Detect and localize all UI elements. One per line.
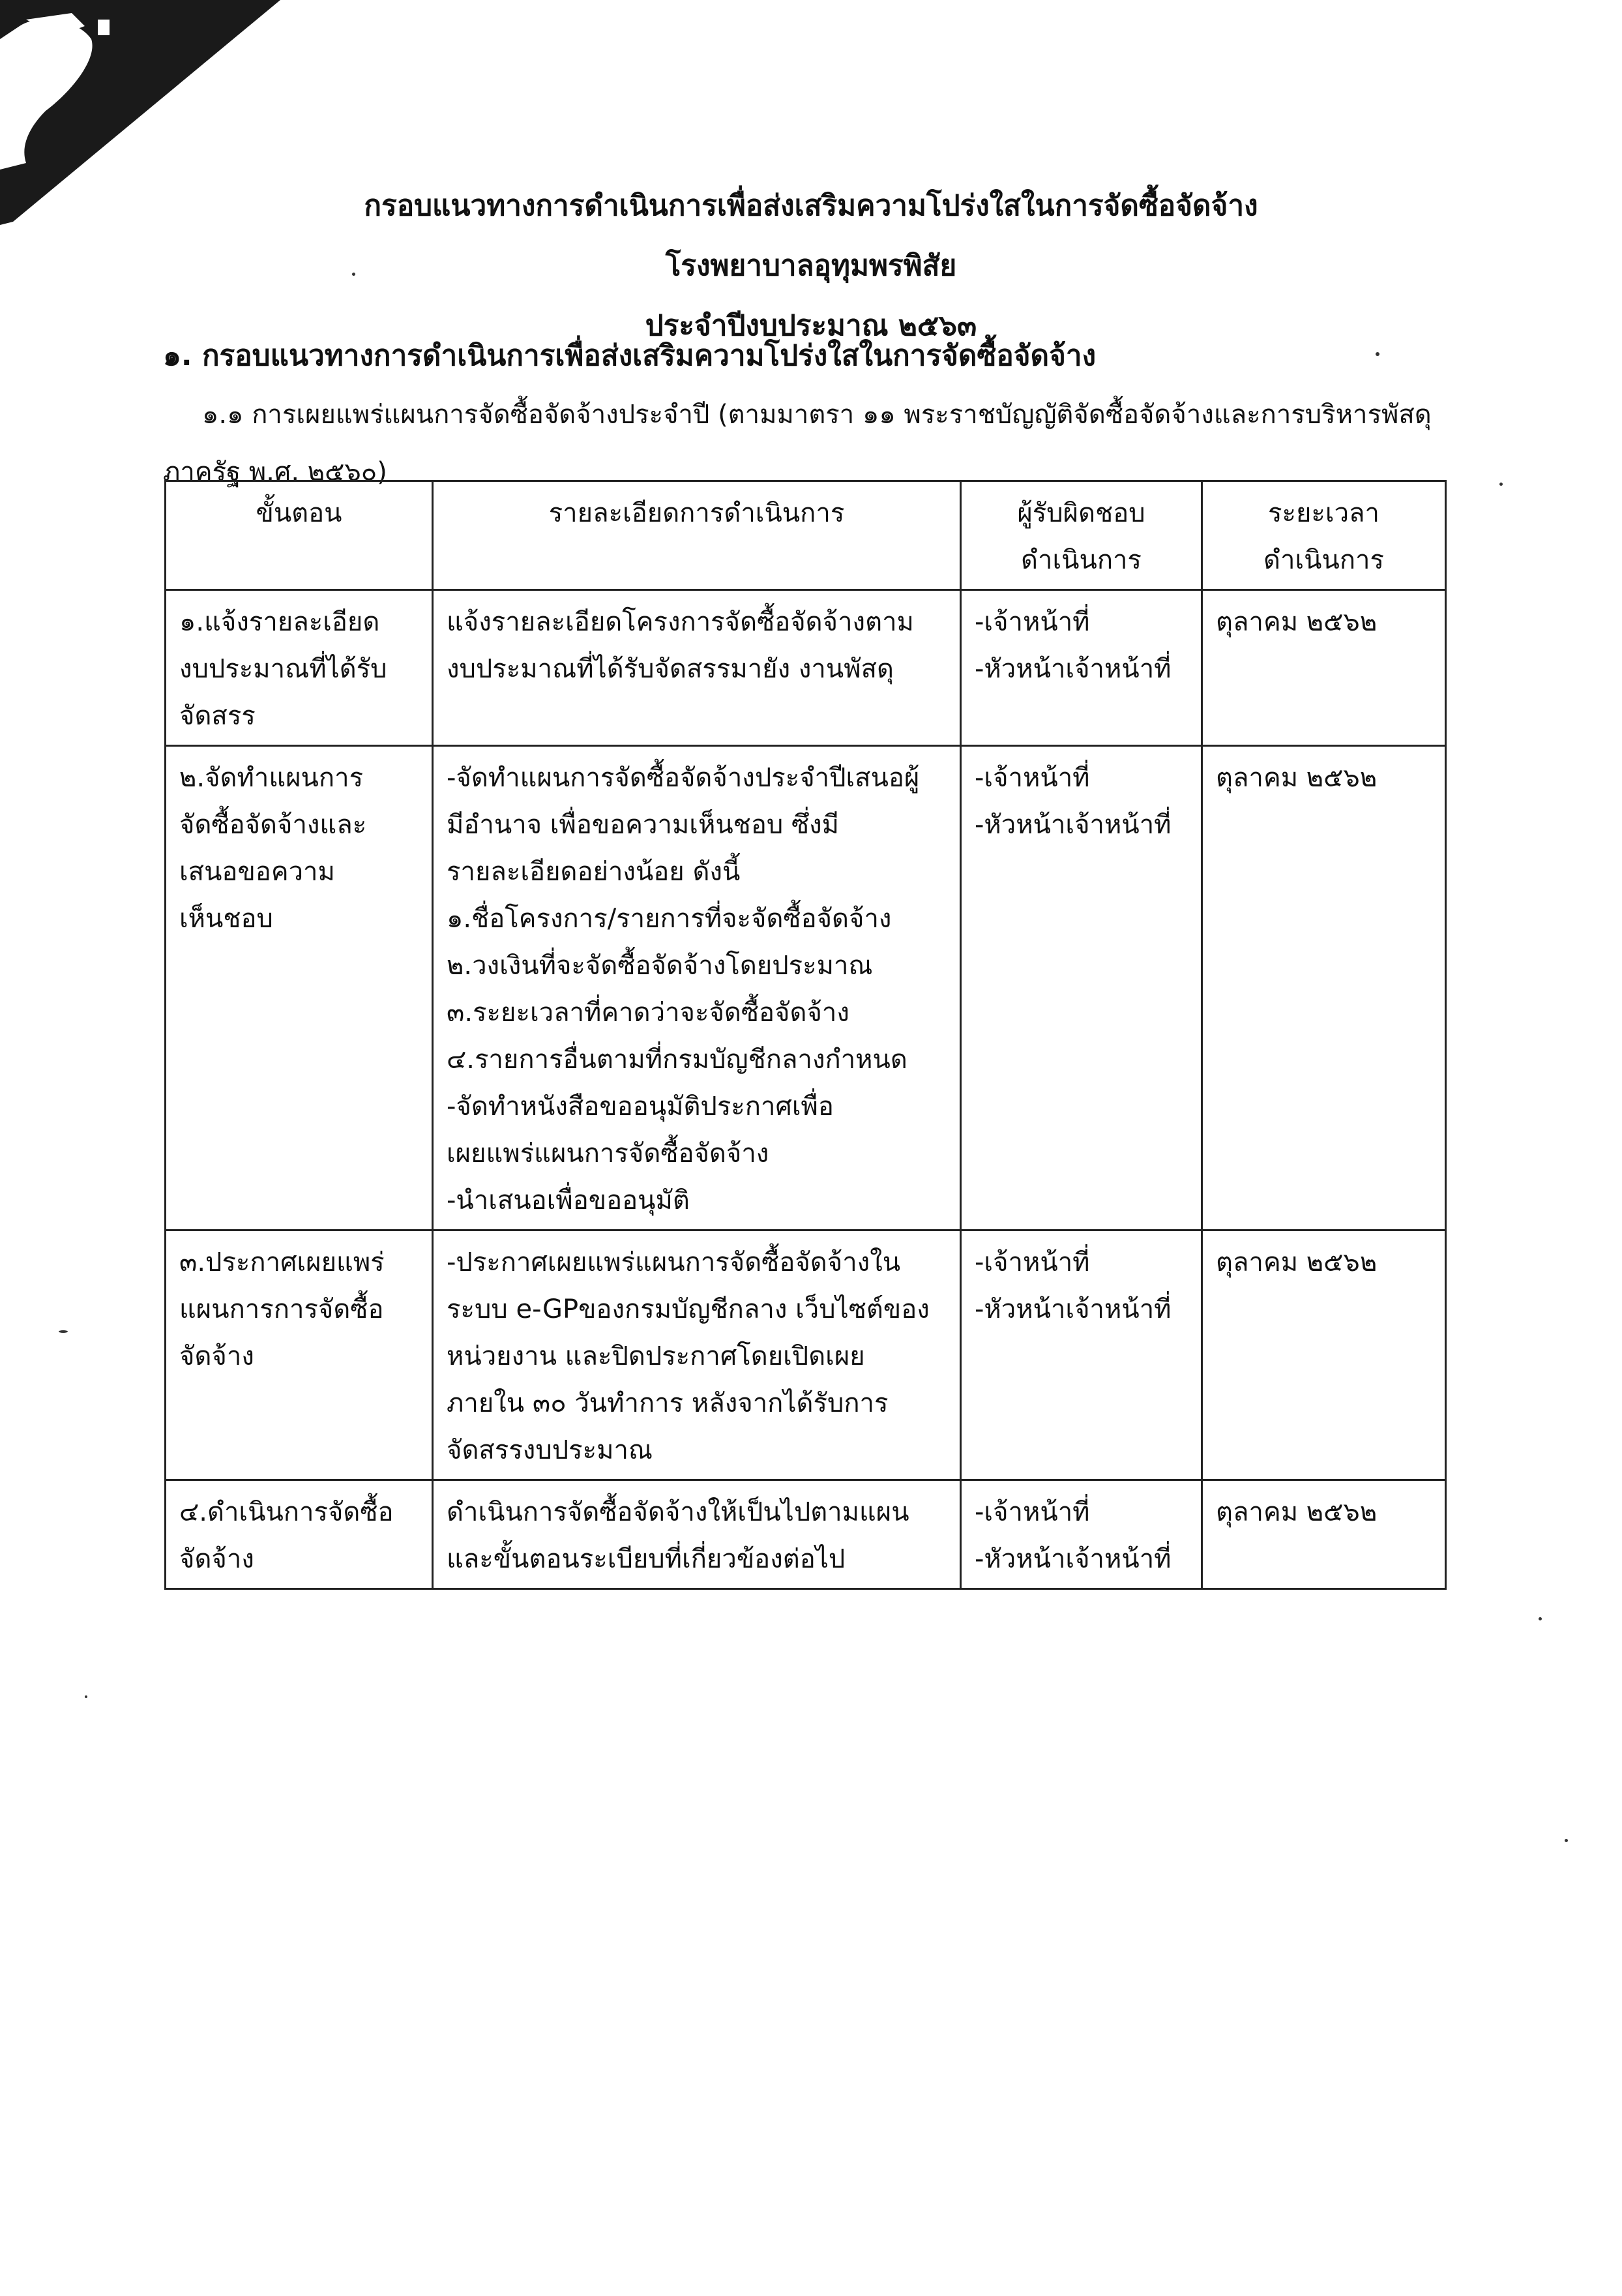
scan-speck <box>1499 483 1503 486</box>
table-row <box>166 590 1446 746</box>
period-cell: ตุลาคม ๒๕๖๒ <box>1202 1480 1446 1589</box>
responsible-cell: -เจ้าหน้าที่ -หัวหน้าเจ้าหน้าที่ <box>961 590 1202 746</box>
document-title: กรอบแนวทางการดำเนินการเพื่อส่งเสริมความโปร่งใสในการจัดซื้อจัดจ้าง <box>364 189 1258 222</box>
period-cell: ตุลาคม ๒๕๖๒ <box>1202 590 1446 746</box>
step-cell: ๑.แจ้งรายละเอียด งบประมาณที่ได้รับ จัดสรร <box>166 590 433 746</box>
scan-speck <box>1376 352 1379 356</box>
responsible-cell: -เจ้าหน้าที่ -หัวหน้าเจ้าหน้าที่ <box>961 746 1202 1230</box>
period-cell: ตุลาคม ๒๕๖๒ <box>1202 1230 1446 1480</box>
header-details: รายละเอียดการดำเนินการ <box>433 481 961 590</box>
section-heading: ๑. กรอบแนวทางการดำเนินการเพื่อส่งเสริมความโปร่งใสในการจัดซื้อจัดจ้าง <box>163 339 1097 372</box>
details-cell: แจ้งรายละเอียดโครงการจัดซื้อจัดจ้างตาม งบประมาณที่ได้รับจัดสรรมายัง งานพัสดุ <box>433 590 961 746</box>
scan-speck <box>352 273 355 276</box>
scan-speck <box>1539 1617 1542 1620</box>
header-step: ขั้นตอน <box>166 481 433 590</box>
subsection-text: ๑.๑ การเผยแพร่แผนการจัดซื้อจัดจ้างประจำปี (ตามมาตรา ๑๑ พระราชบัญญัติจัดซื้อจัดจ้างและการบริหารพัสดุภาครัฐ พ.ศ. ๒๕๖๐) <box>163 400 1432 487</box>
details-cell: -จัดทำแผนการจัดซื้อจัดจ้างประจำปีเสนอผู้ มีอำนาจ เพื่อขอความเห็นชอบ ซึ่งมี รายละเอียดอย่างน้อย ดังนี้ ๑.ชื่อโครงการ/รายการที่จะจัดซื้อจัดจ้าง ๒.วงเงินที่จะจัดซื้อจัดจ้างโดยประมาณ ๓.ระยะเวลาที่คาดว่าจะจัดซื้อจัดจ้าง ๔.รายการอื่นตามที่กรมบัญชีกลางกำหนด -จัดทำหนังสือขออนุมัติประกาศเพื่อ เผยแพร่แผนการจัดซื้อจัดจ้าง -นำเสนอเพื่อขออนุมัติ <box>433 746 961 1230</box>
table-header-row <box>166 481 1446 590</box>
scan-speck <box>59 1330 68 1333</box>
step-cell: ๔.ดำเนินการจัดซื้อ จัดจ้าง <box>166 1480 433 1589</box>
scan-speck <box>1565 1839 1568 1842</box>
document-titles <box>0 176 1622 356</box>
details-cell: -ประกาศเผยแพร่แผนการจัดซื้อจัดจ้างใน ระบบ e-GPของกรมบัญชีกลาง เว็บไซต์ของ หน่วยงาน และปิดประกาศโดยเปิดเผย ภายใน ๓๐ วันทำการ หลังจากได้รับการ จัดสรรงบประมาณ <box>433 1230 961 1480</box>
step-cell: ๓.ประกาศเผยแพร่ แผนการการจัดซื้อ จัดจ้าง <box>166 1230 433 1480</box>
table-row <box>166 746 1446 1230</box>
header-responsible: ผู้รับผิดชอบ ดำเนินการ <box>961 481 1202 590</box>
responsible-cell: -เจ้าหน้าที่ -หัวหน้าเจ้าหน้าที่ <box>961 1480 1202 1589</box>
responsible-cell: -เจ้าหน้าที่ -หัวหน้าเจ้าหน้าที่ <box>961 1230 1202 1480</box>
table-row <box>166 1480 1446 1589</box>
header-period: ระยะเวลา ดำเนินการ <box>1202 481 1446 590</box>
hospital-name: โรงพยาบาลอุทุมพรพิสัย <box>665 249 957 282</box>
details-cell: ดำเนินการจัดซื้อจัดจ้างให้เป็นไปตามแผน และขั้นตอนระเบียบที่เกี่ยวข้องต่อไป <box>433 1480 961 1589</box>
period-cell: ตุลาคม ๒๕๖๒ <box>1202 746 1446 1230</box>
table-row <box>166 1230 1446 1480</box>
scan-speck <box>85 1695 87 1698</box>
step-cell: ๒.จัดทำแผนการ จัดซื้อจัดจ้างและ เสนอขอความ เห็นชอบ <box>166 746 433 1230</box>
procedure-table <box>164 480 1447 1590</box>
fiscal-year: ประจำปีงบประมาณ ๒๕๖๓ <box>645 309 977 342</box>
